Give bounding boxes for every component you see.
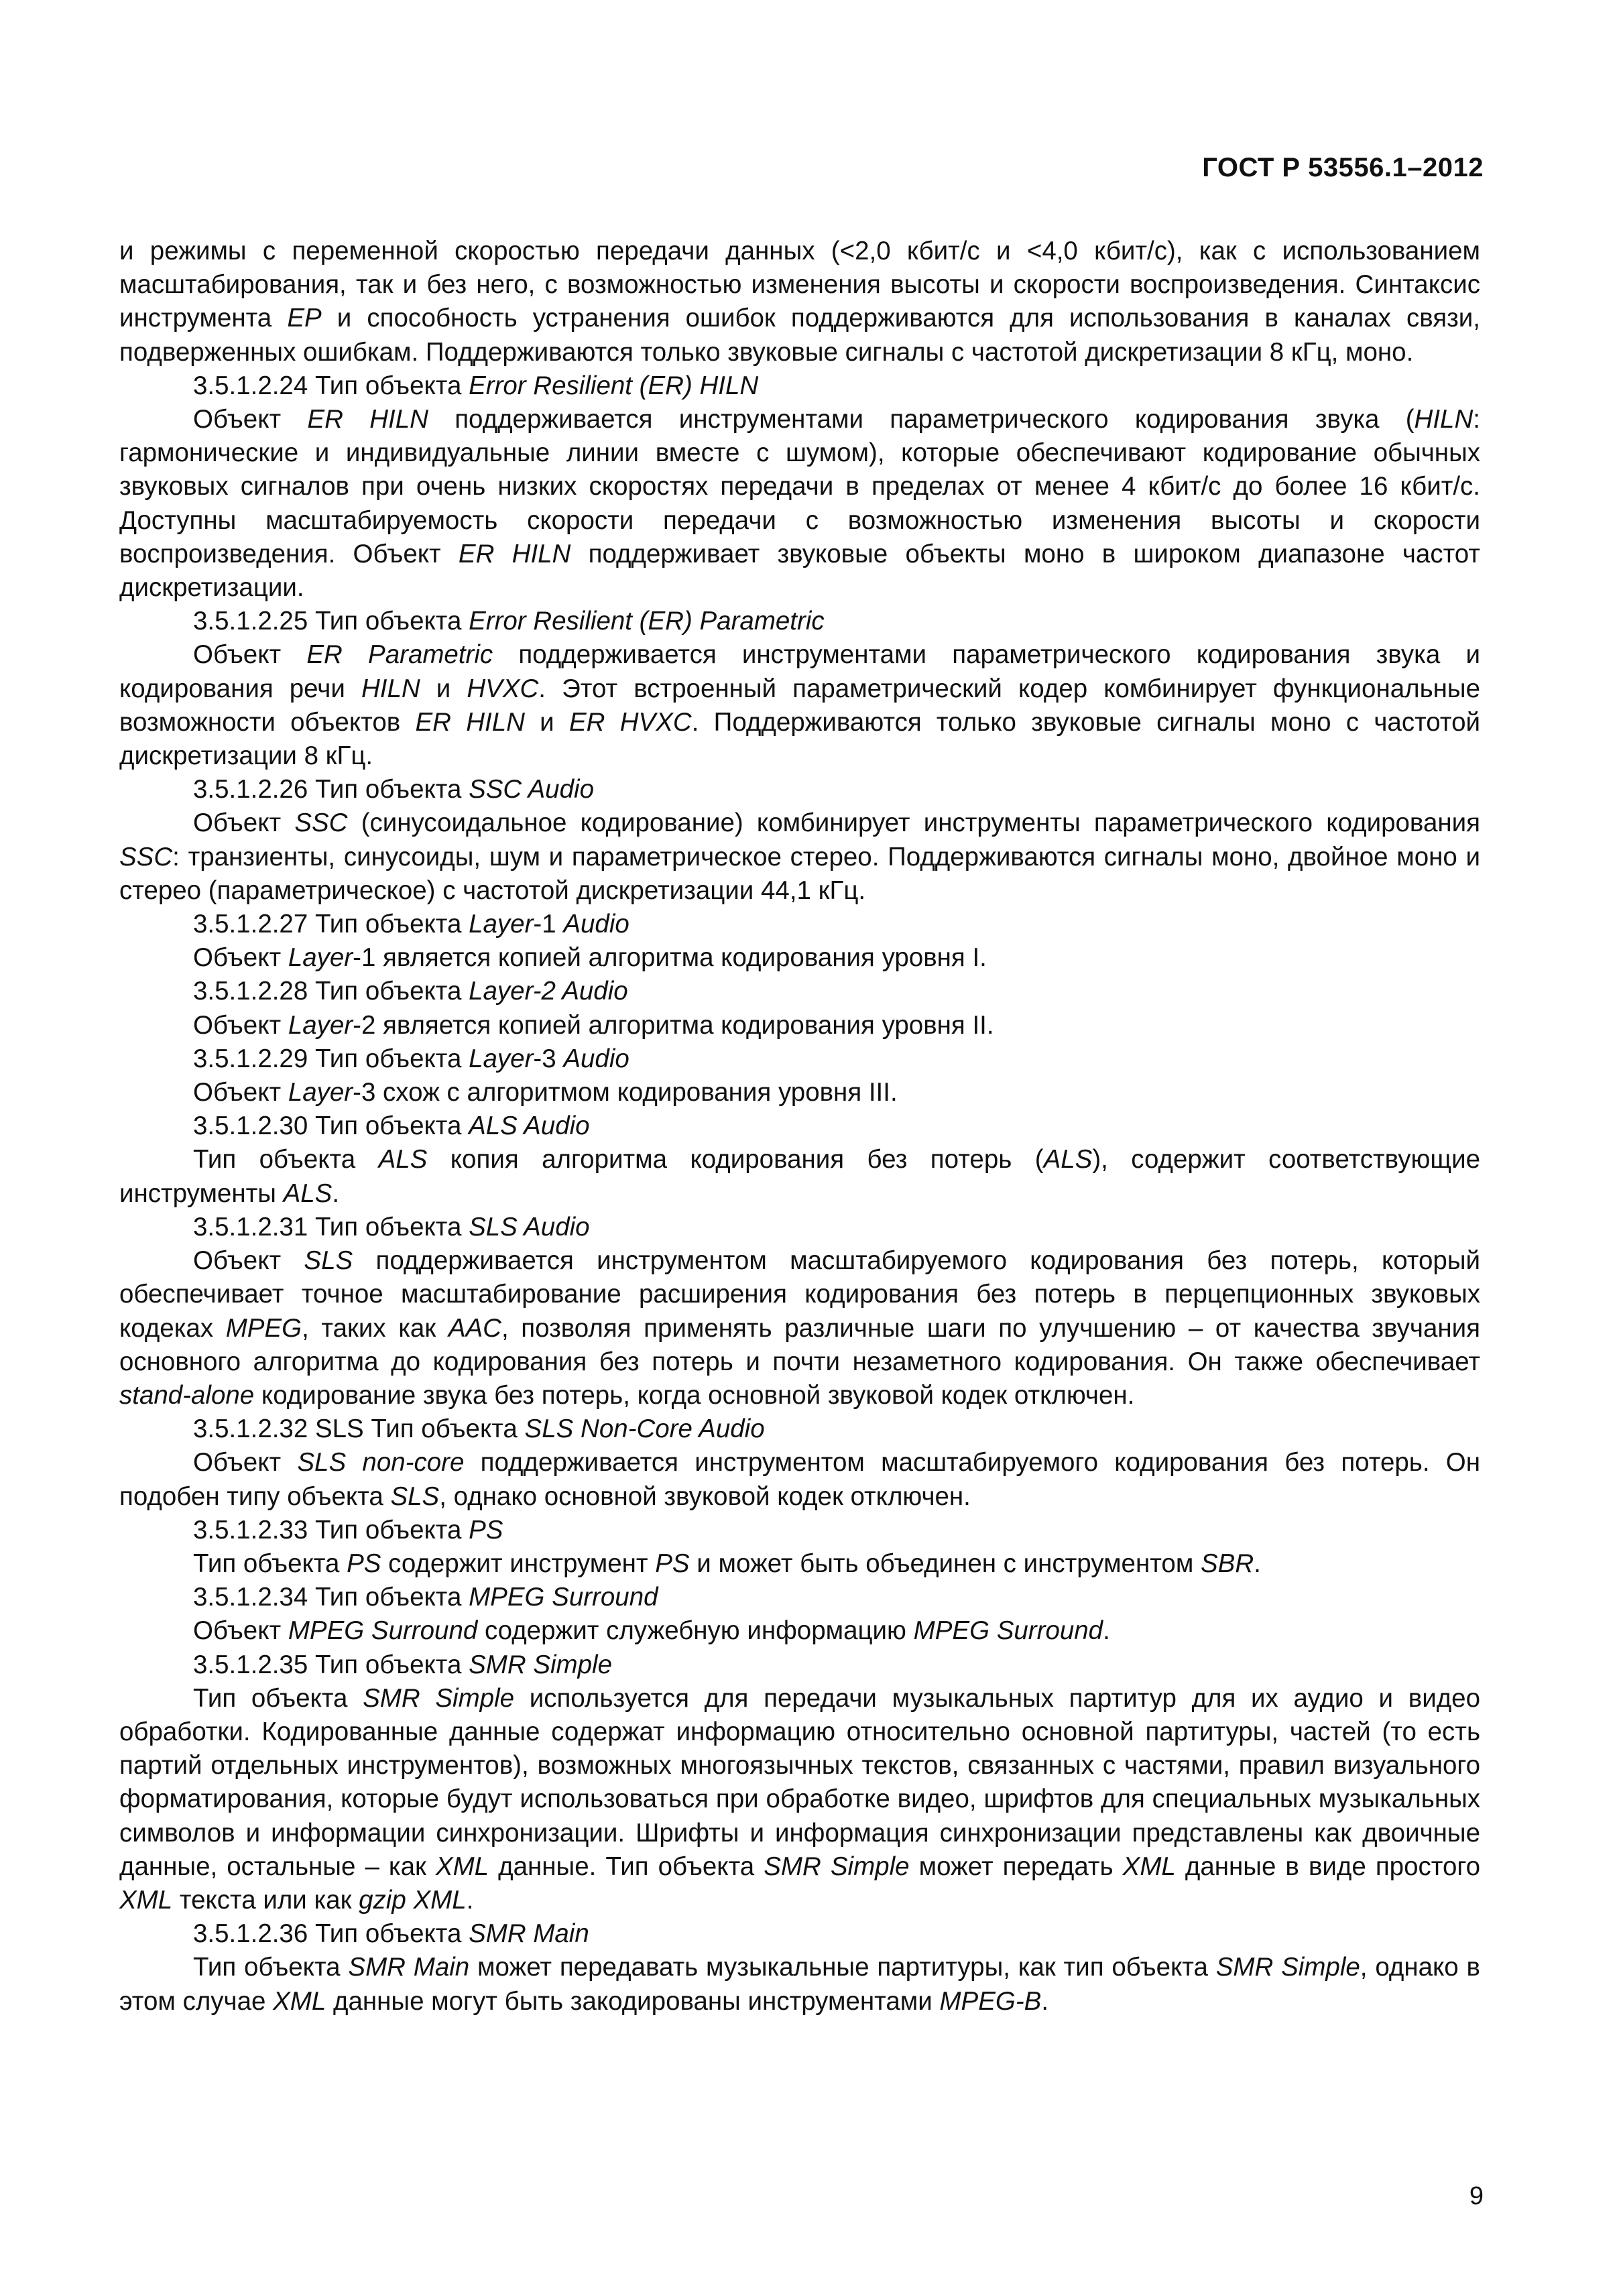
paragraph: Тип объекта ALS копия алгоритма кодирования без потерь (ALS), содержит соответствующие инструменты ALS. [119,1145,1480,1208]
paragraph: Объект SLS поддерживается инструментом масштабируемого кодирования без потерь, который обеспечивает точное масштабирование расширения кодирования без потерь в перцепционных звуковых кодеках MPEG, таких как AAC, позволяя применять различные шаги по улучшению – от качества звучания основного алгоритма до кодирования без потерь и почти незаметного кодирования. Он также обеспечивает stand-alone кодирование звука без потерь, когда основной звуковой кодек отключен. [119,1246,1480,1410]
paragraph: Тип объекта SMR Simple используется для передачи музыкальных партитур для их аудио и видео обработки. Кодированные данные содержат информацию относительно основной партитуры, частей (то есть партий отдельных инструментов), возможных многоязычных текстов, связанных с частями, правил визуального форматирования, которые будут использоваться при обработке видео, шрифтов для специальных музыкальных символов и информации синхронизации. Шрифты и информация синхронизации представлены как двоичные данные, остальные – как XML данные. Тип объекта SMR Simple может передать XML данные в виде простого XML текста или как gzip XML. [119,1683,1480,1915]
section-heading: 3.5.1.2.34 Тип объекта MPEG Surround [193,1583,658,1612]
paragraph: Объект SSC (синусоидальное кодирование) комбинирует инструменты параметрического кодирования SSC: транзиенты, синусоиды, шум и параметрическое стерео. Поддерживаются сигналы моно, двойное моно и стерео (параметрическое) с частотой дискретизации 44,1 кГц. [119,808,1480,905]
section-heading: 3.5.1.2.29 Тип объекта Layer-3 Audio [193,1044,629,1073]
section-heading: 3.5.1.2.35 Тип объекта SMR Simple [193,1650,613,1679]
paragraph: Объект SLS non-core поддерживается инструментом масштабируемого кодирования без потерь. Он подобен типу объекта SLS, однако основной звуковой кодек отключен. [119,1448,1480,1511]
paragraph: и режимы с переменной скоростью передачи данных (<2,0 кбит/с и <4,0 кбит/с), как с использованием масштабирования, так и без него, с возможностью изменения высоты и скорости воспроизведения. Синтаксис инструмента EP и способность устранения ошибок поддерживаются для использования в каналах связи, подверженных ошибкам. Поддерживаются только звуковые сигналы с частотой дискретизации 8 кГц, моно. [119,237,1480,367]
section-heading: 3.5.1.2.28 Тип объекта Layer-2 Audio [193,977,628,1006]
paragraph: Объект Layer-1 является копией алгоритма кодирования уровня I. [193,943,987,973]
document-header: ГОСТ Р 53556.1–2012 [1202,153,1484,182]
section-heading: 3.5.1.2.24 Тип объекта Error Resilient (ER) HILN [193,371,759,400]
section-heading: 3.5.1.2.36 Тип объекта SMR Main [193,1919,589,1949]
paragraph: Тип объекта PS содержит инструмент PS и может быть объединен с инструментом SBR. [193,1549,1261,1578]
section-heading: 3.5.1.2.25 Тип объекта Error Resilient (ER) Parametric [193,607,825,636]
document-body [119,235,1480,2018]
section-heading: 3.5.1.2.26 Тип объекта SSC Audio [193,775,594,804]
paragraph: Объект MPEG Surround содержит служебную информацию MPEG Surround. [193,1616,1110,1646]
paragraph: Объект ER HILN поддерживается инструментами параметрического кодирования звука (HILN: гармонические и индивидуальные линии вместе с шумом), которые обеспечивают кодирование обычных звуковых сигналов при очень низких скоростях передачи в пределах от менее 4 кбит/с до более 16 кбит/с. Доступны масштабируемость скорости передачи с возможностью изменения высоты и скорости воспроизведения. Объект ER HILN поддерживает звуковые объекты моно в широком диапазоне частот дискретизации. [119,405,1480,603]
page-number: 9 [1469,2182,1484,2210]
paragraph: Объект Layer-2 является копией алгоритма кодирования уровня II. [193,1010,994,1040]
section-heading: 3.5.1.2.27 Тип объекта Layer-1 Audio [193,910,629,939]
section-heading: 3.5.1.2.32 SLS Тип объекта SLS Non-Core Audio [193,1414,765,1444]
paragraph: Объект Layer-3 схож с алгоритмом кодирования уровня III. [193,1078,898,1107]
paragraph: Тип объекта SMR Main может передавать музыкальные партитуры, как тип объекта SMR Simple, однако в этом случае XML данные могут быть закодированы инструментами MPEG-B. [119,1953,1480,2016]
paragraph: Объект ER Parametric поддерживается инструментами параметрического кодирования звука и кодирования речи HILN и HVXC. Этот встроенный параметрический кодер комбинирует функциональные возможности объектов ER HILN и ER HVXC. Поддерживаются только звуковые сигналы моно с частотой дискретизации 8 кГц. [119,640,1481,771]
section-heading: 3.5.1.2.31 Тип объекта SLS Audio [193,1212,590,1242]
section-heading: 3.5.1.2.30 Тип объекта ALS Audio [193,1111,590,1141]
section-heading: 3.5.1.2.33 Тип объекта PS [193,1515,503,1545]
